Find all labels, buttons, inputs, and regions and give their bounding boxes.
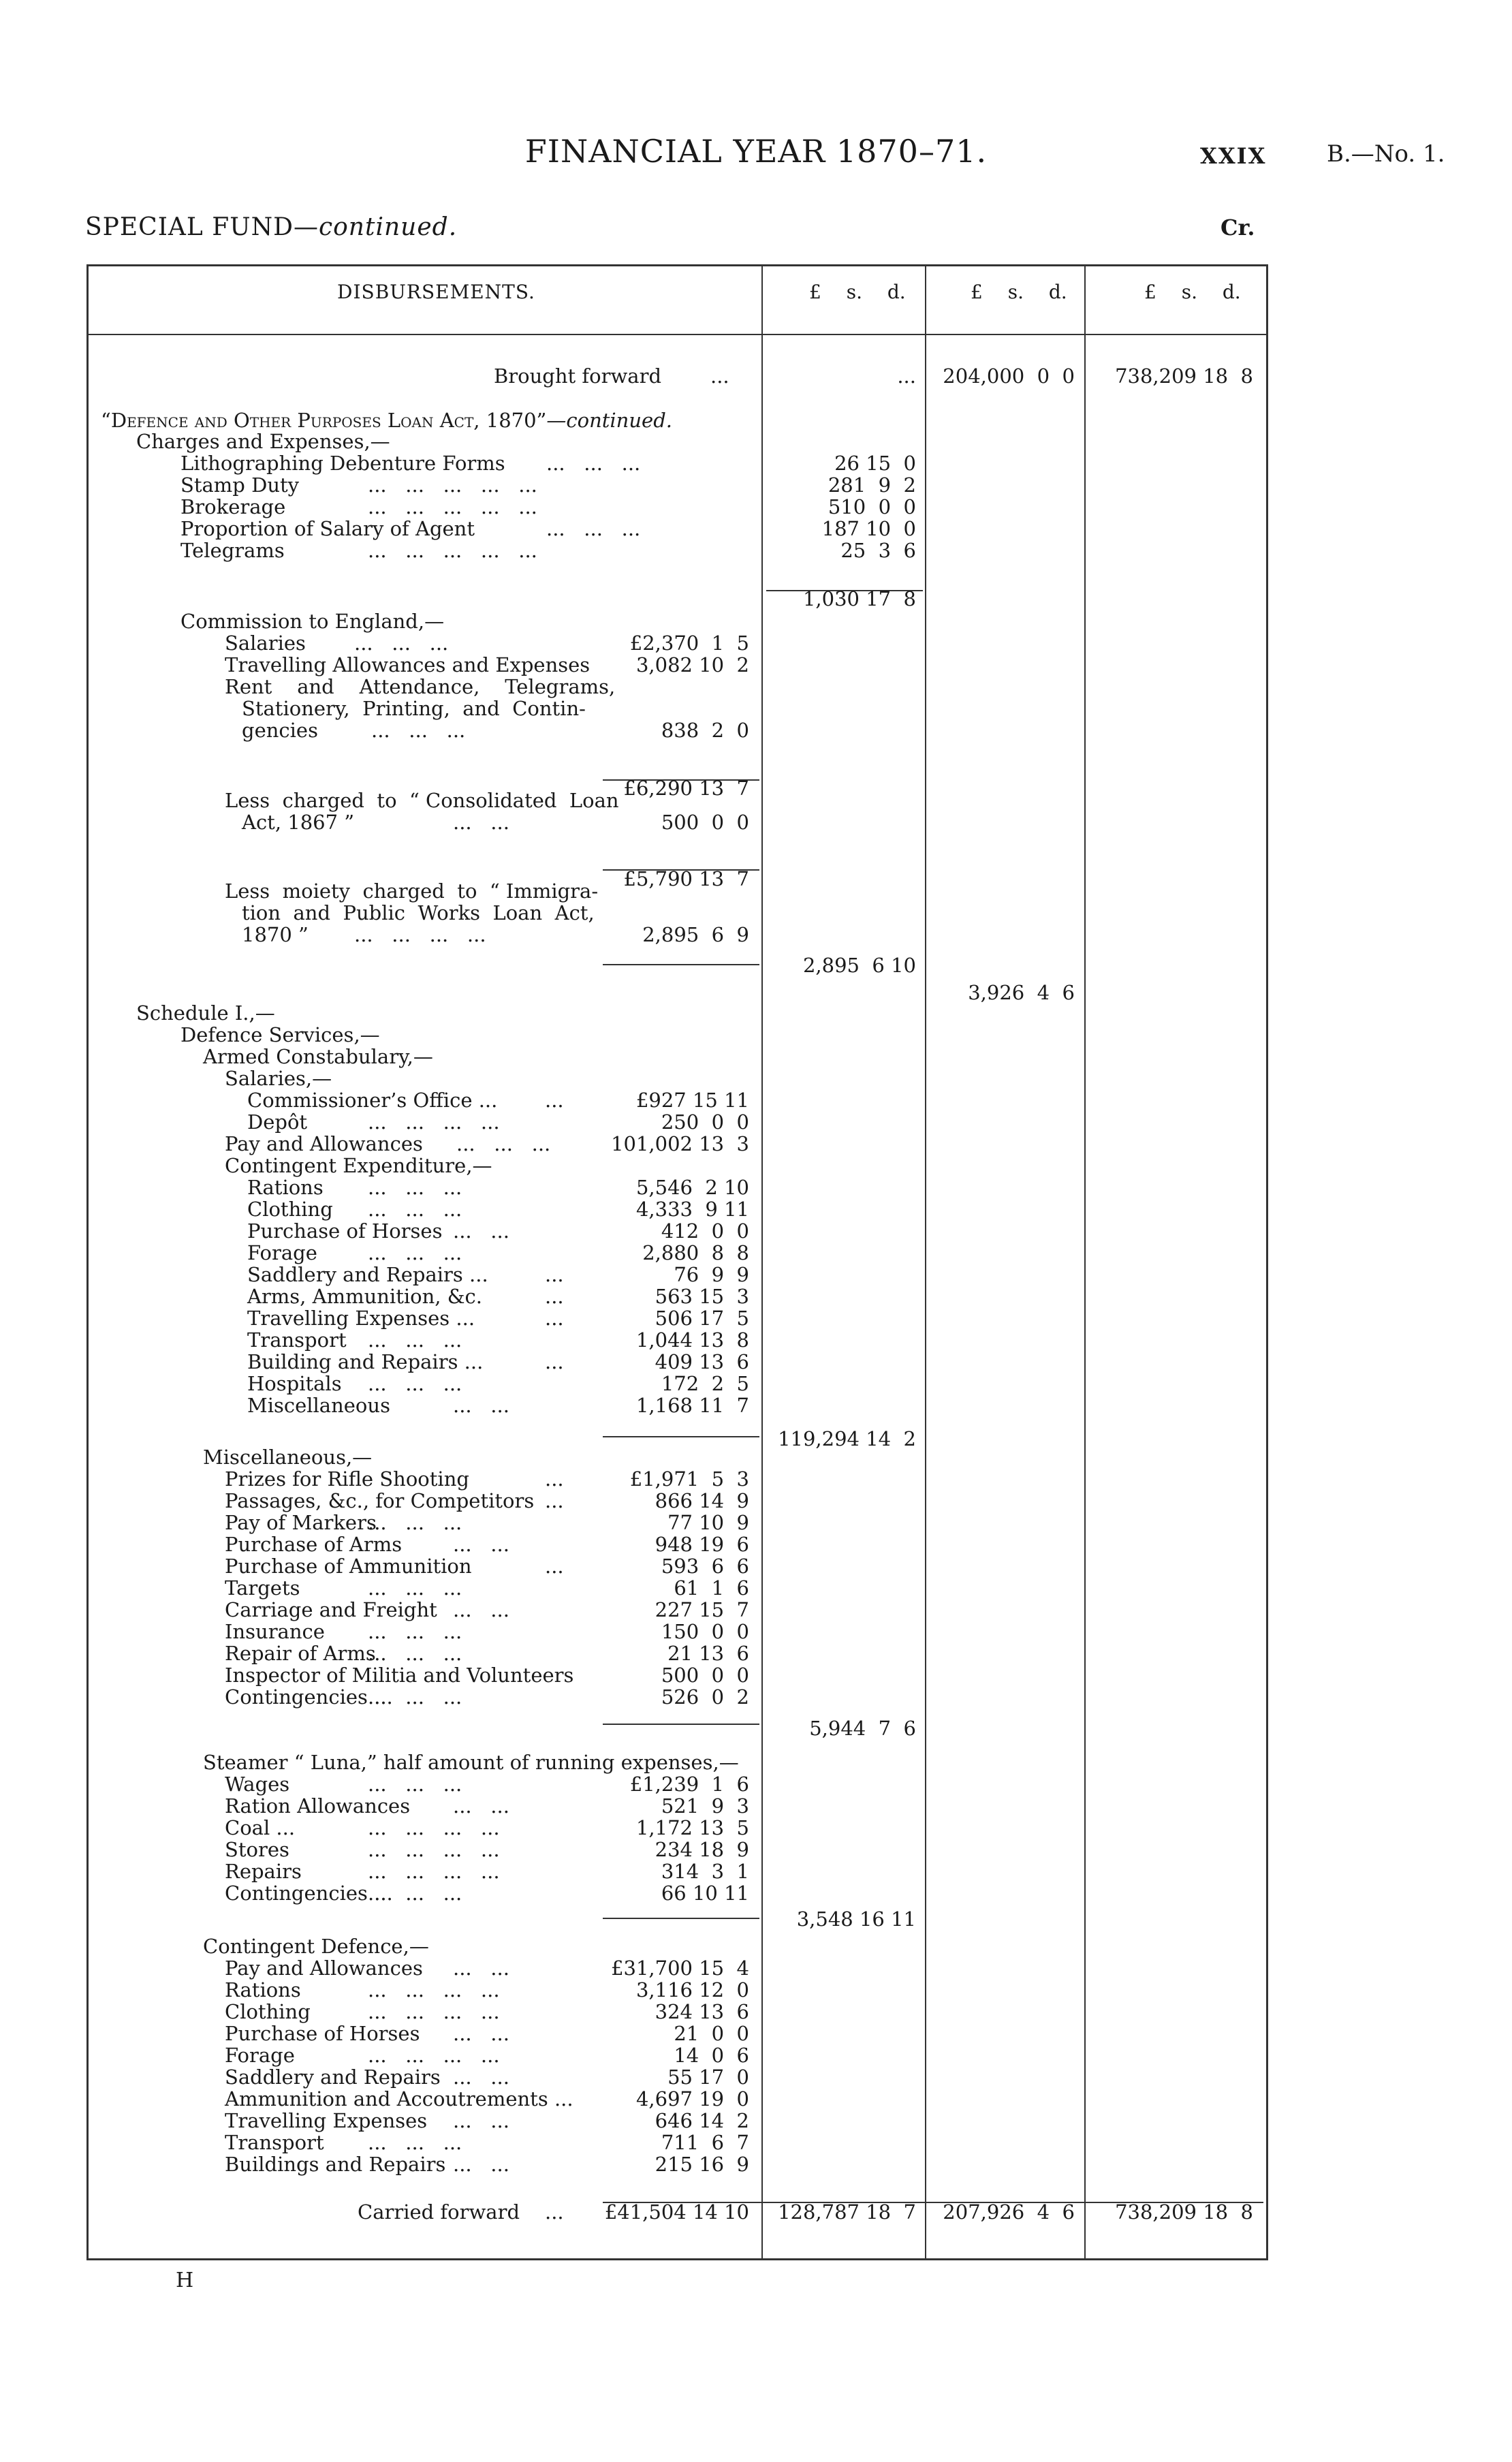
amount-n0: £41,504 14 10 — [604, 2200, 749, 2224]
subtotal-rule — [603, 964, 759, 965]
leader-dots: ... ... ... — [368, 1328, 462, 1352]
line-label: Pay and Allowances — [225, 1132, 423, 1155]
amount-n0: 3,116 12 0 — [635, 1978, 749, 2001]
line-label: Travelling Expenses — [225, 2109, 428, 2132]
line-label: Buildings and Repairs — [225, 2153, 446, 2176]
column-divider-1 — [761, 264, 763, 2260]
amount-n0: 500 0 0 — [661, 1664, 749, 1687]
line-label: Travelling Allowances and Expenses — [225, 653, 590, 676]
line-label: Stores — [225, 1838, 289, 1861]
amount-n0: 838 2 0 — [661, 719, 749, 742]
amount-n0: 412 0 0 — [661, 1219, 749, 1243]
amount-n0: 76 9 9 — [674, 1263, 749, 1286]
line-label: Prizes for Rifle Shooting — [225, 1467, 469, 1491]
line-label: Clothing — [247, 1198, 333, 1221]
leader-dots: ... ... ... ... — [368, 1110, 500, 1134]
leader-dots: ... ... ... ... ... — [368, 539, 537, 562]
amount-n3: 738,209 18 8 — [1115, 2200, 1253, 2224]
line-label: Act, 1867 ” — [242, 811, 355, 834]
table-bottom-border — [86, 2258, 1268, 2260]
line-label: Salaries — [225, 632, 306, 655]
leader-dots: ... — [545, 1350, 564, 1373]
page-title: FINANCIAL YEAR 1870–71. — [524, 133, 988, 170]
amount-n1: 187 10 0 — [821, 517, 916, 540]
table-header-rule — [86, 334, 1268, 335]
leader-dots: ... ... ... ... — [368, 2000, 500, 2023]
line-label: Saddlery and Repairs — [225, 2066, 441, 2089]
amount-n1: 119,294 14 2 — [778, 1427, 916, 1450]
amount-n2: 207,926 4 6 — [943, 2200, 1075, 2224]
line-label: Ration Allowances — [225, 1794, 411, 1818]
leader-dots: ... ... ... — [368, 2131, 462, 2154]
leader-dots: ... ... ... ... ... — [368, 473, 537, 497]
line-label: Commission to England,— — [180, 610, 445, 633]
leader-dots: ... ... ... — [368, 1241, 462, 1264]
leader-dots: ... — [545, 1555, 564, 1578]
amount-n0: 215 16 9 — [655, 2153, 749, 2176]
leader-dots: ... ... ... — [368, 1576, 462, 1600]
table-left-border — [86, 264, 89, 2260]
line-label: Hospitals — [247, 1372, 342, 1395]
leader-dots: ... ... — [453, 1794, 509, 1818]
line-label: Brought forward — [494, 364, 662, 388]
amount-n0: 250 0 0 — [661, 1110, 749, 1134]
leader-dots: ... ... — [453, 1219, 509, 1243]
amount-n0: 66 10 11 — [661, 1882, 749, 1905]
line-label: Commissioner’s Office ... — [247, 1089, 498, 1112]
line-label: Pay of Markers — [225, 1511, 377, 1534]
line-label: Steamer “ Luna,” half amount of running expenses,— — [203, 1751, 739, 1774]
amount-n0: 593 6 6 — [661, 1555, 749, 1578]
leader-dots: ... ... ... ... — [368, 1860, 500, 1883]
line-label: Proportion of Salary of Agent — [180, 517, 475, 540]
leader-dots: ... ... ... — [354, 632, 449, 655]
leader-dots: ... ... ... — [368, 1372, 462, 1395]
amount-n0: 150 0 0 — [661, 1620, 749, 1643]
column-header-3: £ s. d. — [1144, 281, 1241, 303]
leader-dots: ... ... ... ... — [368, 1816, 500, 1839]
leader-dots: ... ... ... — [368, 1511, 462, 1534]
amount-n1: 510 0 0 — [828, 495, 916, 518]
section-title-continued: continued. — [318, 213, 458, 241]
document-reference: B.—No. 1. — [1327, 140, 1445, 168]
amount-n1: 25 3 6 — [840, 539, 916, 562]
line-label: Building and Repairs ... — [247, 1350, 484, 1373]
leader-dots: ... — [545, 1307, 564, 1330]
line-label: Contingent Defence,— — [203, 1935, 429, 1958]
leader-dots: ... ... — [453, 1957, 509, 1980]
line-label: Travelling Expenses ... — [247, 1307, 475, 1330]
amount-n0: 2,895 6 9 — [642, 923, 749, 946]
line-label: Purchase of Horses — [225, 2022, 420, 2045]
line-label: Contingencies ... — [225, 1882, 393, 1905]
leader-dots: ... ... — [453, 2153, 509, 2176]
leader-dots: ... ... ... — [368, 1773, 462, 1796]
line-label: Purchase of Ammunition — [225, 1555, 472, 1578]
leader-dots: ... ... ... ... — [354, 923, 486, 946]
leader-dots: ... ... ... ... — [368, 1838, 500, 1861]
amount-n0: 55 17 0 — [667, 2066, 749, 2089]
amount-n0: 526 0 2 — [661, 1685, 749, 1709]
line-label: Repairs — [225, 1860, 302, 1883]
amount-n0: £6,290 13 7 — [623, 777, 749, 800]
line-label: Contingent Expenditure,— — [225, 1154, 492, 1177]
amount-n1: 5,944 7 6 — [809, 1717, 916, 1740]
leader-dots: ... — [545, 1263, 564, 1286]
leader-dots: ... ... ... — [368, 1685, 462, 1709]
amount-n0: £1,971 5 3 — [629, 1467, 749, 1491]
amount-n0: £31,700 15 4 — [611, 1957, 749, 1980]
amount-n1: 3,548 16 11 — [796, 1907, 916, 1931]
amount-n0: 1,168 11 7 — [635, 1394, 749, 1417]
line-label: Passages, &c., for Competitors — [225, 1489, 535, 1512]
line-label: Clothing — [225, 2000, 311, 2023]
amount-n0: £5,790 13 7 — [623, 867, 749, 890]
line-label: Defence Services,— — [180, 1023, 380, 1046]
leader-dots: ... ... — [453, 1394, 509, 1417]
line-label: Salaries,— — [225, 1067, 332, 1090]
amount-n1: 26 15 0 — [834, 452, 916, 475]
leader-dots: ... ... ... — [368, 1620, 462, 1643]
line-label: Miscellaneous,— — [203, 1446, 373, 1469]
section-title-main: SPECIAL FUND— — [85, 213, 319, 241]
column-header-1: £ s. d. — [809, 281, 906, 303]
act-title: “Defence and Other Purposes Loan Act, 1870” — [101, 409, 547, 432]
amount-n0: 866 14 9 — [655, 1489, 749, 1512]
amount-n0: 77 10 9 — [667, 1511, 749, 1534]
amount-n0: 521 9 3 — [661, 1794, 749, 1818]
amount-n0: 1,172 13 5 — [635, 1816, 749, 1839]
amount-n0: 21 0 0 — [674, 2022, 749, 2045]
section-title — [85, 213, 457, 241]
amount-n0: 409 13 6 — [655, 1350, 749, 1373]
leader-dots: ... ... ... ... — [368, 2044, 500, 2067]
leader-dots: ... ... ... — [368, 1198, 462, 1221]
amount-n1: 2,895 6 10 — [802, 954, 916, 977]
amount-n2: 204,000 0 0 — [943, 364, 1075, 388]
line-label: Insurance — [225, 1620, 325, 1643]
amount-n1: 1,030 17 8 — [802, 587, 916, 610]
leader-dots: ... — [545, 1285, 564, 1308]
line-label: tion and Public Works Loan Act, — [242, 901, 595, 924]
line-label: Ammunition and Accoutrements ... — [225, 2087, 573, 2110]
leader-dots: ... ... ... — [546, 517, 641, 540]
line-label: Targets — [225, 1576, 300, 1600]
line-label: gencies — [242, 719, 318, 742]
line-label: Telegrams — [180, 539, 285, 562]
amount-n0: £2,370 1 5 — [629, 632, 749, 655]
leader-dots: ... ... ... ... — [368, 1978, 500, 2001]
amount-n0: 314 3 1 — [661, 1860, 749, 1883]
line-label: Repair of Arms — [225, 1642, 376, 1665]
line-label: Stationery, Printing, and Contin- — [242, 697, 586, 720]
amount-n0: 711 6 7 — [661, 2131, 749, 2154]
line-label: Inspector of Militia and Volunteers — [225, 1664, 574, 1687]
amount-n1: 128,787 18 7 — [778, 2200, 916, 2224]
amount-n0: 234 18 9 — [655, 1838, 749, 1861]
line-label: Less moiety charged to “ Immigra- — [225, 879, 599, 903]
amount-n1: 281 9 2 — [828, 473, 916, 497]
column-header-2: £ s. d. — [971, 281, 1067, 303]
line-label: Rations — [247, 1176, 324, 1199]
leader-dots: ... ... — [453, 2109, 509, 2132]
line-label: Lithographing Debenture Forms — [180, 452, 505, 475]
leader-dots: ... ... ... — [368, 1176, 462, 1199]
leader-dots: ... — [545, 1089, 564, 1112]
amount-n0: 1,044 13 8 — [635, 1328, 749, 1352]
line-label: Carried forward — [358, 2200, 520, 2224]
column-divider-2 — [925, 264, 926, 2260]
amount-n0: 5,546 2 10 — [635, 1176, 749, 1199]
leader-dots: ... — [545, 1467, 564, 1491]
line-label: Less charged to “ Consolidated Loan — [225, 789, 619, 812]
line-label: Saddlery and Repairs ... — [247, 1263, 488, 1286]
subtotal-rule — [603, 1724, 759, 1725]
line-label: Purchase of Arms — [225, 1533, 403, 1556]
amount-n0: 500 0 0 — [661, 811, 749, 834]
signature-mark: H — [176, 2269, 194, 2292]
line-label: Coal ... — [225, 1816, 296, 1839]
amount-n0: 324 13 6 — [655, 2000, 749, 2023]
table-right-border — [1266, 264, 1268, 2260]
credit-marker: Cr. — [1220, 215, 1255, 240]
line-label: 1870 ” — [242, 923, 309, 946]
amount-n2: 3,926 4 6 — [968, 981, 1075, 1004]
line-label: Arms, Ammunition, &c. — [247, 1285, 482, 1308]
leader-dots: ... ... ... — [456, 1132, 551, 1155]
amount-n0: 3,082 10 2 — [635, 653, 749, 676]
line-label — [101, 409, 672, 432]
line-label: Purchase of Horses — [247, 1219, 443, 1243]
line-label: Armed Constabulary,— — [203, 1045, 433, 1068]
page-number-roman: XXIX — [1200, 143, 1267, 169]
amount-n0: 4,333 9 11 — [635, 1198, 749, 1221]
line-label: Forage — [247, 1241, 317, 1264]
leader-dots: ... ... ... — [546, 452, 641, 475]
leader-dots: ... ... — [453, 2022, 509, 2045]
amount-n3: 738,209 18 8 — [1115, 364, 1253, 388]
amount-n0: 4,697 19 0 — [635, 2087, 749, 2110]
leader-dots: ... ... — [453, 2066, 509, 2089]
amount-n0: 172 2 5 — [661, 1372, 749, 1395]
line-label: Depôt — [247, 1110, 308, 1134]
line-label: Stamp Duty — [180, 473, 300, 497]
line-label: Carriage and Freight — [225, 1598, 437, 1621]
amount-n0: 2,880 8 8 — [642, 1241, 749, 1264]
table-top-border — [86, 264, 1268, 266]
amount-n1: ... — [897, 364, 916, 388]
amount-n0: 21 13 6 — [667, 1642, 749, 1665]
amount-n0: £1,239 1 6 — [629, 1773, 749, 1796]
subtotal-rule — [603, 1918, 759, 1919]
amount-n0: 506 17 5 — [655, 1307, 749, 1330]
amount-n0: 101,002 13 3 — [611, 1132, 749, 1155]
leader-dots: ... ... ... — [371, 719, 466, 742]
leader-dots: ... ... ... — [368, 1642, 462, 1665]
line-label: Transport — [247, 1328, 347, 1352]
line-label: Miscellaneous — [247, 1394, 390, 1417]
leader-dots: ... ... ... ... ... — [368, 495, 537, 518]
line-label: Charges and Expenses,— — [136, 430, 390, 453]
amount-n0: 227 15 7 — [655, 1598, 749, 1621]
amount-n0: 61 1 6 — [674, 1576, 749, 1600]
leader-dots: ... — [545, 1489, 564, 1512]
line-label: Contingencies ... — [225, 1685, 393, 1709]
amount-n0: 646 14 2 — [655, 2109, 749, 2132]
amount-n0: 14 0 6 — [674, 2044, 749, 2067]
line-label: Transport — [225, 2131, 324, 2154]
leader-dots: ... ... ... — [368, 1882, 462, 1905]
leader-dots: ... ... — [453, 811, 509, 834]
leader-dots: ... — [710, 364, 729, 388]
leader-dots: ... ... — [453, 1533, 509, 1556]
leader-dots: ... — [545, 2200, 564, 2224]
amount-n0: 563 15 3 — [655, 1285, 749, 1308]
leader-dots: ... ... — [453, 1598, 509, 1621]
amount-n0: 948 19 6 — [655, 1533, 749, 1556]
line-label: Brokerage — [180, 495, 286, 518]
subtotal-rule — [603, 1436, 759, 1437]
line-label: Pay and Allowances — [225, 1957, 423, 1980]
line-label: Forage — [225, 2044, 295, 2067]
column-header-description: DISBURSEMENTS. — [337, 281, 535, 303]
line-label: Rations — [225, 1978, 301, 2001]
amount-n0: £927 15 11 — [635, 1089, 749, 1112]
line-label: Rent and Attendance, Telegrams, — [225, 675, 616, 698]
line-label: Wages — [225, 1773, 290, 1796]
continued-note: —continued. — [546, 409, 672, 432]
line-label: Schedule I.,— — [136, 1001, 275, 1025]
column-divider-3 — [1084, 264, 1086, 2260]
